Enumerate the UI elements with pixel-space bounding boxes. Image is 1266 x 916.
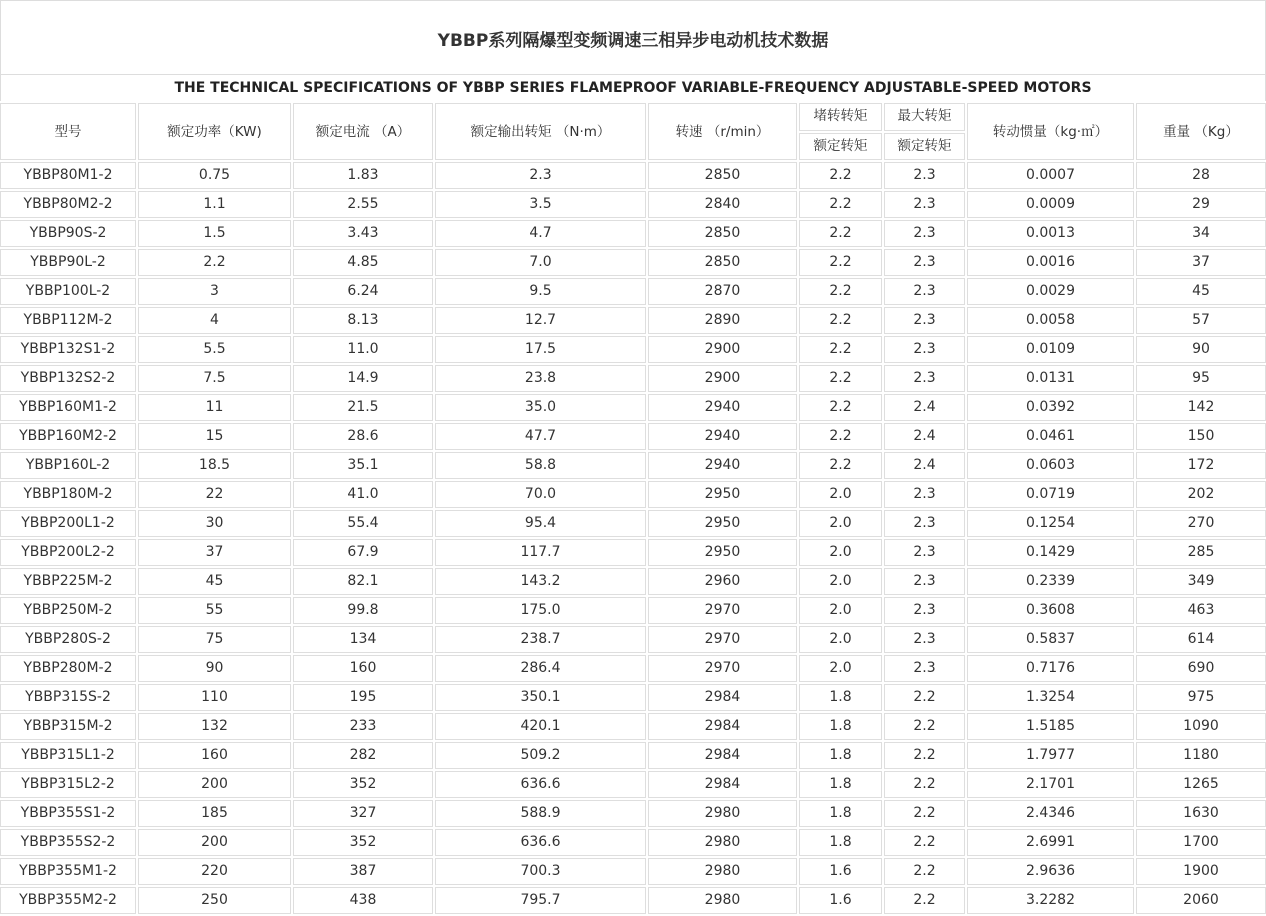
cell-model: YBBP315S-2	[0, 684, 136, 711]
header-power: 额定功率（KW)	[138, 103, 291, 160]
table-row	[0, 887, 1266, 914]
cell-current: 438	[293, 887, 433, 914]
cell-speed: 2970	[648, 655, 797, 682]
cell-max-ratio: 2.2	[884, 771, 965, 798]
cell-weight: 34	[1136, 220, 1266, 247]
cell-inertia: 2.9636	[967, 858, 1134, 885]
cell-current: 233	[293, 713, 433, 740]
cell-max-ratio: 2.3	[884, 568, 965, 595]
cell-inertia: 2.4346	[967, 800, 1134, 827]
cell-max-ratio: 2.3	[884, 191, 965, 218]
cell-max-ratio: 2.4	[884, 423, 965, 450]
cell-torque: 7.0	[435, 249, 646, 276]
cell-speed: 2980	[648, 829, 797, 856]
cell-power: 185	[138, 800, 291, 827]
cell-torque: 143.2	[435, 568, 646, 595]
cell-inertia: 0.0058	[967, 307, 1134, 334]
cell-power: 4	[138, 307, 291, 334]
cell-current: 4.85	[293, 249, 433, 276]
cell-max-ratio: 2.4	[884, 452, 965, 479]
page-title-cn: YBBP系列隔爆型变频调速三相异步电动机技术数据	[0, 0, 1266, 75]
cell-inertia: 0.0109	[967, 336, 1134, 363]
table-row	[0, 423, 1266, 450]
cell-model: YBBP315L1-2	[0, 742, 136, 769]
cell-power: 132	[138, 713, 291, 740]
cell-weight: 28	[1136, 162, 1266, 189]
cell-inertia: 0.0603	[967, 452, 1134, 479]
table-row	[0, 336, 1266, 363]
cell-current: 14.9	[293, 365, 433, 392]
table-row	[0, 539, 1266, 566]
cell-weight: 975	[1136, 684, 1266, 711]
table-row	[0, 771, 1266, 798]
cell-inertia: 0.1254	[967, 510, 1134, 537]
cell-model: YBBP280M-2	[0, 655, 136, 682]
cell-speed: 2900	[648, 365, 797, 392]
header-current: 额定电流 （A）	[293, 103, 433, 160]
cell-weight: 172	[1136, 452, 1266, 479]
cell-locked-ratio: 2.0	[799, 597, 882, 624]
cell-max-ratio: 2.2	[884, 800, 965, 827]
table-row	[0, 742, 1266, 769]
table-row	[0, 307, 1266, 334]
cell-weight: 690	[1136, 655, 1266, 682]
cell-max-ratio: 2.3	[884, 597, 965, 624]
cell-inertia: 1.3254	[967, 684, 1134, 711]
cell-max-ratio: 2.2	[884, 858, 965, 885]
cell-weight: 150	[1136, 423, 1266, 450]
header-speed: 转速 （r/min）	[648, 103, 797, 160]
cell-model: YBBP180M-2	[0, 481, 136, 508]
cell-weight: 349	[1136, 568, 1266, 595]
cell-power: 1.1	[138, 191, 291, 218]
cell-locked-ratio: 2.0	[799, 481, 882, 508]
cell-inertia: 0.0131	[967, 365, 1134, 392]
cell-model: YBBP200L1-2	[0, 510, 136, 537]
cell-locked-ratio: 2.2	[799, 423, 882, 450]
table-row	[0, 365, 1266, 392]
cell-max-ratio: 2.2	[884, 713, 965, 740]
cell-torque: 286.4	[435, 655, 646, 682]
cell-model: YBBP315L2-2	[0, 771, 136, 798]
cell-model: YBBP355M1-2	[0, 858, 136, 885]
cell-weight: 57	[1136, 307, 1266, 334]
table-row	[0, 829, 1266, 856]
table-row	[0, 597, 1266, 624]
cell-torque: 175.0	[435, 597, 646, 624]
table-row	[0, 626, 1266, 653]
cell-max-ratio: 2.3	[884, 510, 965, 537]
cell-weight: 142	[1136, 394, 1266, 421]
cell-power: 11	[138, 394, 291, 421]
cell-inertia: 0.0016	[967, 249, 1134, 276]
cell-inertia: 0.1429	[967, 539, 1134, 566]
header-max-top: 最大转矩	[884, 103, 965, 131]
cell-model: YBBP90S-2	[0, 220, 136, 247]
cell-speed: 2980	[648, 800, 797, 827]
cell-weight: 45	[1136, 278, 1266, 305]
cell-speed: 2850	[648, 220, 797, 247]
table-row	[0, 684, 1266, 711]
cell-power: 160	[138, 742, 291, 769]
table-row	[0, 858, 1266, 885]
cell-locked-ratio: 2.0	[799, 626, 882, 653]
cell-locked-ratio: 2.2	[799, 394, 882, 421]
cell-locked-ratio: 1.8	[799, 829, 882, 856]
cell-model: YBBP355S1-2	[0, 800, 136, 827]
cell-max-ratio: 2.4	[884, 394, 965, 421]
cell-power: 30	[138, 510, 291, 537]
table-row	[0, 249, 1266, 276]
cell-inertia: 0.7176	[967, 655, 1134, 682]
table-row	[0, 394, 1266, 421]
cell-speed: 2984	[648, 684, 797, 711]
cell-speed: 2840	[648, 191, 797, 218]
cell-torque: 70.0	[435, 481, 646, 508]
cell-inertia: 0.0719	[967, 481, 1134, 508]
cell-power: 15	[138, 423, 291, 450]
cell-locked-ratio: 2.2	[799, 307, 882, 334]
table-row	[0, 452, 1266, 479]
cell-inertia: 0.0013	[967, 220, 1134, 247]
cell-max-ratio: 2.3	[884, 539, 965, 566]
cell-model: YBBP250M-2	[0, 597, 136, 624]
cell-inertia: 0.5837	[967, 626, 1134, 653]
cell-power: 22	[138, 481, 291, 508]
cell-model: YBBP160M1-2	[0, 394, 136, 421]
cell-power: 0.75	[138, 162, 291, 189]
cell-weight: 614	[1136, 626, 1266, 653]
cell-torque: 700.3	[435, 858, 646, 885]
cell-power: 1.5	[138, 220, 291, 247]
cell-torque: 636.6	[435, 771, 646, 798]
cell-current: 1.83	[293, 162, 433, 189]
cell-weight: 1090	[1136, 713, 1266, 740]
cell-weight: 95	[1136, 365, 1266, 392]
cell-locked-ratio: 1.8	[799, 713, 882, 740]
cell-current: 67.9	[293, 539, 433, 566]
cell-speed: 2970	[648, 626, 797, 653]
cell-weight: 1900	[1136, 858, 1266, 885]
header-model: 型号	[0, 103, 136, 160]
cell-weight: 90	[1136, 336, 1266, 363]
table-row	[0, 655, 1266, 682]
cell-max-ratio: 2.2	[884, 684, 965, 711]
table-row	[0, 713, 1266, 740]
cell-current: 21.5	[293, 394, 433, 421]
cell-torque: 588.9	[435, 800, 646, 827]
cell-model: YBBP160M2-2	[0, 423, 136, 450]
cell-power: 200	[138, 829, 291, 856]
cell-speed: 2850	[648, 162, 797, 189]
cell-locked-ratio: 2.2	[799, 191, 882, 218]
cell-power: 110	[138, 684, 291, 711]
cell-current: 82.1	[293, 568, 433, 595]
cell-weight: 37	[1136, 249, 1266, 276]
cell-inertia: 1.5185	[967, 713, 1134, 740]
cell-speed: 2940	[648, 452, 797, 479]
cell-inertia: 0.0461	[967, 423, 1134, 450]
cell-torque: 238.7	[435, 626, 646, 653]
cell-max-ratio: 2.3	[884, 307, 965, 334]
cell-locked-ratio: 2.0	[799, 510, 882, 537]
cell-current: 8.13	[293, 307, 433, 334]
spec-table	[0, 101, 1266, 916]
header-weight: 重量 （Kg）	[1136, 103, 1266, 160]
cell-inertia: 0.3608	[967, 597, 1134, 624]
header-locked-bottom: 额定转矩	[799, 133, 882, 161]
cell-locked-ratio: 2.2	[799, 365, 882, 392]
cell-speed: 2940	[648, 423, 797, 450]
cell-weight: 29	[1136, 191, 1266, 218]
cell-inertia: 0.2339	[967, 568, 1134, 595]
cell-weight: 1630	[1136, 800, 1266, 827]
cell-max-ratio: 2.3	[884, 278, 965, 305]
table-row	[0, 162, 1266, 189]
cell-locked-ratio: 2.2	[799, 162, 882, 189]
cell-inertia: 0.0009	[967, 191, 1134, 218]
cell-speed: 2940	[648, 394, 797, 421]
cell-locked-ratio: 2.2	[799, 336, 882, 363]
cell-current: 195	[293, 684, 433, 711]
cell-current: 11.0	[293, 336, 433, 363]
cell-locked-ratio: 1.6	[799, 887, 882, 914]
cell-speed: 2984	[648, 771, 797, 798]
cell-model: YBBP80M1-2	[0, 162, 136, 189]
cell-current: 282	[293, 742, 433, 769]
cell-weight: 463	[1136, 597, 1266, 624]
cell-current: 134	[293, 626, 433, 653]
cell-model: YBBP315M-2	[0, 713, 136, 740]
cell-current: 28.6	[293, 423, 433, 450]
cell-torque: 117.7	[435, 539, 646, 566]
cell-speed: 2970	[648, 597, 797, 624]
cell-locked-ratio: 1.8	[799, 771, 882, 798]
cell-max-ratio: 2.3	[884, 249, 965, 276]
cell-speed: 2980	[648, 858, 797, 885]
cell-inertia: 0.0007	[967, 162, 1134, 189]
table-row	[0, 481, 1266, 508]
cell-torque: 58.8	[435, 452, 646, 479]
cell-locked-ratio: 2.2	[799, 278, 882, 305]
cell-weight: 1180	[1136, 742, 1266, 769]
cell-current: 41.0	[293, 481, 433, 508]
cell-torque: 420.1	[435, 713, 646, 740]
cell-power: 7.5	[138, 365, 291, 392]
cell-current: 3.43	[293, 220, 433, 247]
table-row	[0, 510, 1266, 537]
cell-speed: 2890	[648, 307, 797, 334]
cell-max-ratio: 2.3	[884, 365, 965, 392]
cell-power: 37	[138, 539, 291, 566]
cell-inertia: 2.1701	[967, 771, 1134, 798]
cell-current: 352	[293, 829, 433, 856]
cell-weight: 270	[1136, 510, 1266, 537]
cell-torque: 2.3	[435, 162, 646, 189]
cell-inertia: 2.6991	[967, 829, 1134, 856]
cell-max-ratio: 2.3	[884, 162, 965, 189]
cell-model: YBBP225M-2	[0, 568, 136, 595]
header-row	[0, 103, 1266, 131]
cell-current: 327	[293, 800, 433, 827]
cell-model: YBBP355S2-2	[0, 829, 136, 856]
cell-power: 3	[138, 278, 291, 305]
cell-model: YBBP160L-2	[0, 452, 136, 479]
table-row	[0, 220, 1266, 247]
cell-power: 250	[138, 887, 291, 914]
cell-power: 220	[138, 858, 291, 885]
cell-power: 45	[138, 568, 291, 595]
cell-locked-ratio: 2.0	[799, 655, 882, 682]
cell-inertia: 3.2282	[967, 887, 1134, 914]
cell-locked-ratio: 2.2	[799, 249, 882, 276]
cell-torque: 17.5	[435, 336, 646, 363]
cell-weight: 1700	[1136, 829, 1266, 856]
cell-max-ratio: 2.3	[884, 336, 965, 363]
cell-inertia: 0.0392	[967, 394, 1134, 421]
cell-speed: 2984	[648, 742, 797, 769]
cell-torque: 636.6	[435, 829, 646, 856]
cell-model: YBBP355M2-2	[0, 887, 136, 914]
cell-speed: 2870	[648, 278, 797, 305]
cell-current: 35.1	[293, 452, 433, 479]
cell-weight: 202	[1136, 481, 1266, 508]
cell-speed: 2980	[648, 887, 797, 914]
header-torque: 额定输出转矩 （N·m）	[435, 103, 646, 160]
cell-power: 5.5	[138, 336, 291, 363]
cell-model: YBBP90L-2	[0, 249, 136, 276]
cell-max-ratio: 2.3	[884, 220, 965, 247]
cell-speed: 2900	[648, 336, 797, 363]
header-inertia: 转动惯量（kg·㎡）	[967, 103, 1134, 160]
cell-current: 160	[293, 655, 433, 682]
cell-current: 55.4	[293, 510, 433, 537]
cell-torque: 23.8	[435, 365, 646, 392]
cell-speed: 2984	[648, 713, 797, 740]
cell-power: 90	[138, 655, 291, 682]
cell-torque: 3.5	[435, 191, 646, 218]
cell-locked-ratio: 2.2	[799, 220, 882, 247]
cell-current: 99.8	[293, 597, 433, 624]
cell-max-ratio: 2.3	[884, 655, 965, 682]
cell-torque: 9.5	[435, 278, 646, 305]
cell-torque: 95.4	[435, 510, 646, 537]
table-row	[0, 191, 1266, 218]
table-row	[0, 568, 1266, 595]
header-locked-top: 堵转转矩	[799, 103, 882, 131]
cell-torque: 12.7	[435, 307, 646, 334]
cell-torque: 795.7	[435, 887, 646, 914]
cell-speed: 2950	[648, 481, 797, 508]
cell-speed: 2950	[648, 539, 797, 566]
cell-speed: 2850	[648, 249, 797, 276]
cell-max-ratio: 2.2	[884, 829, 965, 856]
cell-max-ratio: 2.2	[884, 887, 965, 914]
cell-locked-ratio: 2.2	[799, 452, 882, 479]
cell-inertia: 1.7977	[967, 742, 1134, 769]
cell-torque: 35.0	[435, 394, 646, 421]
cell-model: YBBP100L-2	[0, 278, 136, 305]
cell-weight: 2060	[1136, 887, 1266, 914]
cell-weight: 285	[1136, 539, 1266, 566]
cell-max-ratio: 2.3	[884, 626, 965, 653]
cell-power: 18.5	[138, 452, 291, 479]
cell-current: 2.55	[293, 191, 433, 218]
cell-model: YBBP132S2-2	[0, 365, 136, 392]
cell-model: YBBP132S1-2	[0, 336, 136, 363]
cell-weight: 1265	[1136, 771, 1266, 798]
cell-power: 55	[138, 597, 291, 624]
cell-speed: 2960	[648, 568, 797, 595]
cell-power: 2.2	[138, 249, 291, 276]
cell-speed: 2950	[648, 510, 797, 537]
cell-locked-ratio: 2.0	[799, 539, 882, 566]
cell-model: YBBP280S-2	[0, 626, 136, 653]
cell-power: 200	[138, 771, 291, 798]
cell-locked-ratio: 1.8	[799, 742, 882, 769]
table-row	[0, 278, 1266, 305]
cell-locked-ratio: 1.6	[799, 858, 882, 885]
cell-max-ratio: 2.3	[884, 481, 965, 508]
table-row	[0, 800, 1266, 827]
cell-model: YBBP112M-2	[0, 307, 136, 334]
cell-locked-ratio: 1.8	[799, 800, 882, 827]
cell-model: YBBP80M2-2	[0, 191, 136, 218]
cell-max-ratio: 2.2	[884, 742, 965, 769]
cell-inertia: 0.0029	[967, 278, 1134, 305]
cell-locked-ratio: 1.8	[799, 684, 882, 711]
page-title-en: THE TECHNICAL SPECIFICATIONS OF YBBP SERIES FLAMEPROOF VARIABLE-FREQUENCY ADJUSTABLE-SPEED MOTORS	[0, 74, 1266, 101]
cell-torque: 47.7	[435, 423, 646, 450]
cell-current: 352	[293, 771, 433, 798]
cell-model: YBBP200L2-2	[0, 539, 136, 566]
cell-torque: 4.7	[435, 220, 646, 247]
cell-current: 6.24	[293, 278, 433, 305]
cell-locked-ratio: 2.0	[799, 568, 882, 595]
cell-torque: 350.1	[435, 684, 646, 711]
cell-torque: 509.2	[435, 742, 646, 769]
cell-power: 75	[138, 626, 291, 653]
cell-current: 387	[293, 858, 433, 885]
header-max-bottom: 额定转矩	[884, 133, 965, 161]
